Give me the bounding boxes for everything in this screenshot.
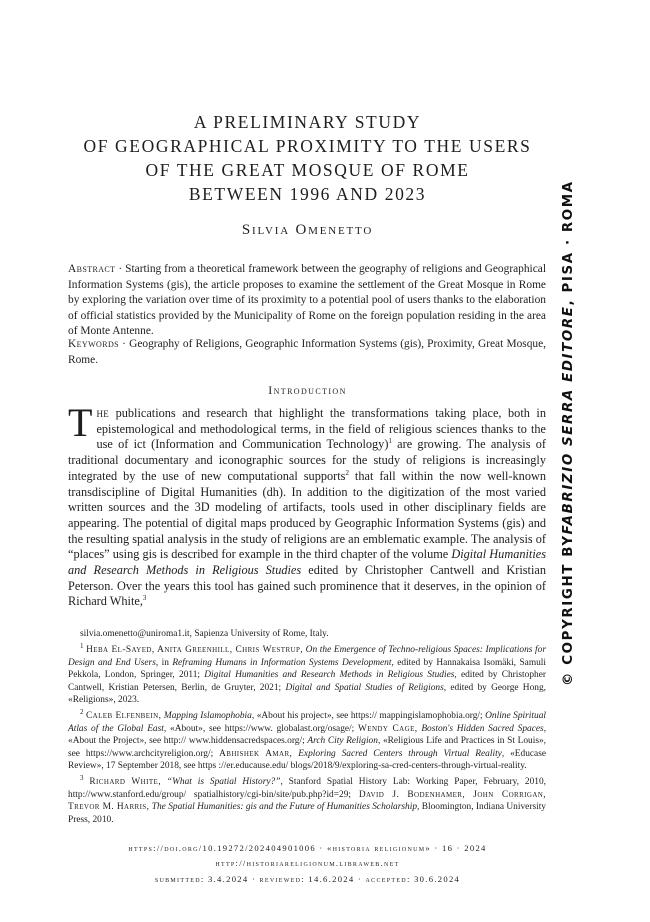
title-line: OF GEOGRAPHICAL PROXIMITY TO THE USERS xyxy=(83,136,532,156)
footnote-title: Mapping Islamophobia xyxy=(163,711,252,722)
footnote-title: Online Spiritual Atlas of the Global East xyxy=(68,711,546,734)
footnote-text: , Bloomington, Indiana University Press, 2010. xyxy=(68,802,546,825)
footnote-ref-1[interactable]: 1 xyxy=(388,437,392,446)
footnote-text: , edited by Christopher Cantwell, Kristian Petersen, Berlin, de Gruyter, 2021; xyxy=(68,670,546,693)
footnote-2 xyxy=(68,710,546,772)
footnote-text: , edited by Hannakaisa Isomäki, Samuli Pekkola, London, Springer, 2011; xyxy=(68,657,547,681)
footnote-authors: Heba El-Sayed, Anita Greenhill, Chris Westrup, xyxy=(86,645,304,656)
footnote-text: , «About his project», see https:// mappingislamophobia.org/; xyxy=(251,711,486,722)
footnotes xyxy=(68,628,546,830)
footnote-text: , «Educase Review», 17 September 2018, see https ://er.educause.edu/ blogs/2018/9/exploring-sa-cred-centers-through-virtual-reality. xyxy=(68,748,547,772)
footnote-authors: Caleb Elfenbein, xyxy=(86,711,162,722)
footnote-title: Arch City Religion xyxy=(307,736,378,747)
abstract xyxy=(68,262,546,340)
drop-cap: T xyxy=(68,400,93,445)
keywords xyxy=(68,337,546,368)
footnote-text: , in xyxy=(155,657,173,668)
footnote-3 xyxy=(68,776,546,826)
body-segment: publications and research that highlight the transformations taking place, both in epistemological and methodological terms, in the field of religious sciences thanks to the use of ict (Information and Communication Technology) xyxy=(96,406,546,452)
footnote-title: The Spatial Humanities: gis and the Future of Humanities Scholarship xyxy=(151,802,418,813)
title-line: A PRELIMINARY STUDY xyxy=(193,112,422,132)
footnote-number: 1 xyxy=(80,642,84,651)
keywords-text: · Geography of Religions, Geographic Information Systems (gis), Proximity, Great Mosque, Rome. xyxy=(68,338,546,366)
footnote-authors: David J. Bodenhamer, John Corrigan, Trevor M. Harris, xyxy=(68,789,547,813)
footnote-title: Digital and Spatial Studies of Religions xyxy=(285,682,444,693)
footnote-text: , «Religious Life and Practices in St Louis», see https://www.archcityreligion.org/; xyxy=(68,736,547,759)
footnote-authors: Richard White, xyxy=(89,777,161,788)
footnote-ref-2[interactable]: 2 xyxy=(345,468,349,477)
footnote-text: , «About the Project», see http:// www.hiddensacredspaces.org/; xyxy=(68,723,547,747)
footnote-authors: Abhishek Amar, xyxy=(219,748,293,759)
title-line: OF THE GREAT MOSQUE OF ROME xyxy=(145,160,470,180)
footnote-title: Boston's Hidden Sacred Spaces xyxy=(421,723,544,734)
body-segment: edited by Christopher Cantwell and Kristian Peterson. Over the years this tool has gained such prominence that it deserves, in the opinion of Richard White, xyxy=(68,563,546,609)
body-segment: that fall within the now well-known transdiscipline of Digital Humanities (dh). In addition to the digitization of the most varied written sources and the 3D modeling of artifacts, tools used in other disciplinary fields are appearing. The potential of digital maps produced by Geographic Information Systems (gis) and the resulting spatial analysis in the study of religions are an emblematic example. The analysis of “places” using gis is described for example in the third chapter of the volume xyxy=(68,468,546,562)
journal-url[interactable]: http://historiareligionum.libraweb.net xyxy=(215,858,400,868)
title-line: BETWEEN 1996 AND 2023 xyxy=(188,184,427,204)
footnote-ref-3[interactable]: 3 xyxy=(142,594,147,603)
body-segment: are growing. The analysis of traditional documentary and iconographic sources for the study of religions is increasingly integrated by the use of new computational supports xyxy=(68,437,546,483)
submission-dates: submitted: 3.4.2024 · reviewed: 14.6.2024 · accepted: 30.6.2024 xyxy=(154,874,461,884)
footnote-title: Digital Humanities and Research Methods in Religious Studies xyxy=(204,670,455,681)
section-heading: Introduction xyxy=(268,383,347,397)
lead-in: he xyxy=(96,406,110,420)
abstract-label: Abstract xyxy=(68,263,116,275)
footnote-1 xyxy=(68,644,546,706)
footnote-title: On the Emergence of Techno-religious Spaces: Implications for Design and End Users xyxy=(68,645,546,668)
doi-line[interactable]: https://doi.org/10.19272/202404901006 · «historia religionum» · 16 · 2024 xyxy=(128,843,487,853)
author-name: Silvia Omenetto xyxy=(241,222,374,238)
footnote-number: 3 xyxy=(80,774,84,783)
abstract-text: · Starting from a theoretical framework between the geography of religions and Geographical Information Systems (gis), the article proposes to examine the settlement of the Great Mosque in Rome by exploring the variation over time of its proximity to a potential pool of users thanks to the elaboration of official statistics provided by the Municipality of Rome on the foreign population residing in the area of Monte Antenne. xyxy=(68,263,546,337)
footnote-authors: Wendy Cage, xyxy=(358,723,418,734)
affiliation-note: silvia.omenetto@uniroma1.it, Sapienza University of Rome, Italy. xyxy=(80,629,329,639)
introduction-paragraph xyxy=(68,400,546,610)
keywords-label: Keywords xyxy=(68,338,119,350)
footnote-title: “What is Spatial History?” xyxy=(166,777,281,788)
footnote-title: Exploring Sacred Centers through Virtual Reality xyxy=(298,748,502,759)
footnote-title: Reframing Humans in Information Systems Development xyxy=(172,657,392,668)
article-title xyxy=(40,110,575,206)
copyright-publisher: FABRIZIO SERRA EDITORE xyxy=(560,305,576,535)
footnote-text: , «About», see https://www. globalast.org/osage/; xyxy=(163,723,359,734)
footnote-text: , Stanford Spatial History Lab: Working Paper, February, 2010, http://www.stanford.edu/group/ spatialhistory/cgi-bin/site/pub.php?id=29; xyxy=(68,777,547,800)
copyright-suffix: , PISA · ROMA xyxy=(560,180,576,306)
book-title: Digital Humanities and Research Methods in Religious Studies xyxy=(68,547,546,578)
footnote-text: , edited by George Hong, «Religions», 2023. xyxy=(68,682,546,706)
footnote-number: 2 xyxy=(80,708,84,717)
copyright-prefix: © COPYRIGHT BY xyxy=(560,534,576,686)
copyright-notice xyxy=(555,180,581,686)
